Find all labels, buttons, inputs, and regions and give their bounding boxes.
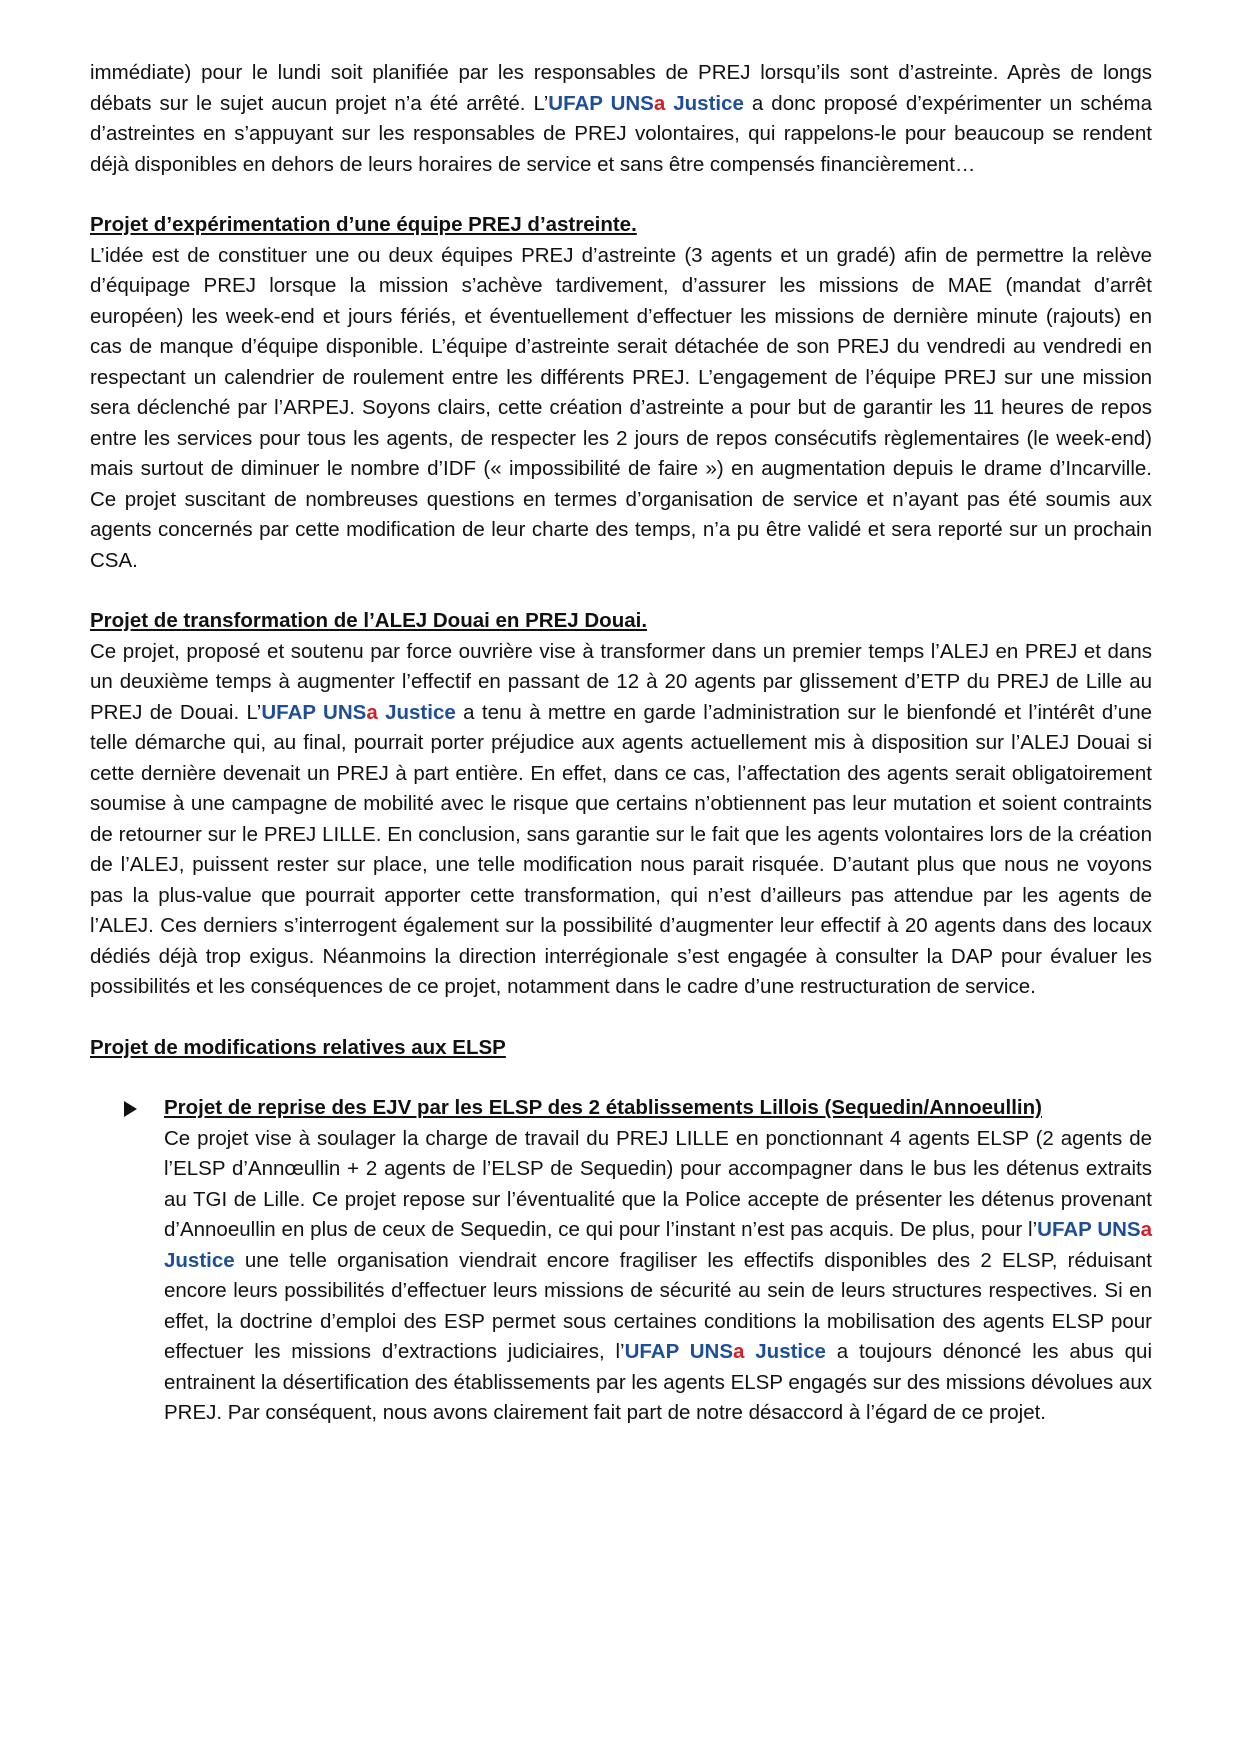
section-body-alej-douai: Ce projet, proposé et soutenu par force ouvrière vise à transformer dans un premier temps l’ALEJ en PREJ et dans un deuxième temps à augmenter l’effectif en passant de 12 à 20 agents par glissement d’ETP du PREJ de Lille au PREJ de Douai. L’UFAP UNSa Justice a tenu à mettre en garde l’administration sur le bienfondé et l’intérêt d’une telle démarche qui, au final, pourrait porter préjudice aux agents actuellement mis à disposition sur l’ALEJ Douai si cette dernière devenait un PREJ à part entière. En effet, dans ce cas, l’affectation des agents serait obligatoirement soumise à une campagne de mobilité avec le risque que certains n’obtiennent pas leur mutation et soient contraints de retourner sur le PREJ LILLE. En conclusion, sans garantie sur le fait que les agents volontaires lors de la création de l’ALEJ, puissent rester sur place, une telle modification nous parait risquée. D’autant plus que nous ne voyons pas la plus-value que pourrait apporter cette transformation, qui n’est d’ailleurs pas attendue par les agents de l’ALEJ. Ces derniers s’interrogent également sur la possibilité d’augmenter leur effectif à 20 agents dans des locaux dédiés déjà trop exigus. Néanmoins la direction interrégionale s’est engagée à consulter la DAP pour évaluer les possibilités et les conséquences de ce projet, notamment dans le cadre d’une restructuration de service. xyxy=(90,639,1152,998)
intro-paragraph: immédiate) pour le lundi soit planifiée par les responsables de PREJ lorsqu’ils sont d’astreinte. Après de longs débats sur le sujet aucun projet n’a été arrêté. L’UFAP UNSa Justice a donc proposé d’expérimenter un schéma d’astreintes en s’appuyant sur les responsables de PREJ volontaires, qui rappelons-le pour beaucoup se rendent déjà disponibles en dehors de leurs horaires de service et sans être compensés financièrement… xyxy=(90,61,1152,176)
section-heading-astreinte: Projet d’expérimentation d’une équipe PREJ d’astreinte. xyxy=(90,213,637,236)
section-heading-alej-douai: Projet de transformation de l’ALEJ Douai en PREJ Douai. xyxy=(90,609,648,632)
bullet-body-ejv: Ce projet vise à soulager la charge de travail du PREJ LILLE en ponctionnant 4 agents ELSP (2 agents de l’ELSP d’Annœullin + 2 agents de l’ELSP de Sequedin) pour accompagner dans le bus les détenus extraits au TGI de Lille. Ce projet repose sur l’éventualité que la Police accepte de présenter les détenus provenant d’Annoeullin en plus de ceux de Sequedin, ce qui pour l’instant n’est pas acquis. De plus, pour l’UFAP UNSa Justice une telle organisation viendrait encore fragiliser les effectifs disponibles des 2 ELSP, réduisant encore leurs possibilités d’effectuer leurs missions de sécurité au sein de leurs structures respectives. Si en effet, la doctrine d’emploi des ESP permet sous certaines conditions la mobilisation des agents ELSP pour effectuer les missions d’extractions judiciaires, l’UFAP UNSa Justice a toujours dénoncé les abus qui entrainent la désertification des établissements par les agents ELSP engagés sur des missions dévolues aux PREJ. Par conséquent, nous avons clairement fait part de notre désaccord à l’égard de ce projet. xyxy=(164,1126,1153,1424)
section-heading-elsp: Projet de modifications relatives aux ELSP xyxy=(90,1035,506,1059)
bullet-item-ejv xyxy=(124,1093,1152,1429)
arrow-bullet-icon xyxy=(124,1101,137,1117)
brand-name: UFAP UNSa Justice xyxy=(261,700,456,724)
brand-name: UFAP UNSa Justice xyxy=(624,1340,826,1363)
brand-name: UFAP UNSa Justice xyxy=(548,91,744,115)
bullet-heading-ejv: Projet de reprise des EJV par les ELSP des 2 établissements Lillois (Sequedin/Annoeullin) xyxy=(164,1096,1042,1119)
brand-name: UFAP UNSa Justice xyxy=(164,1218,1153,1272)
document-page xyxy=(90,58,1152,1429)
section-body-astreinte: L’idée est de constituer une ou deux équipes PREJ d’astreinte (3 agents et un gradé) afin de permettre la relève d’équipage PREJ lorsque la mission s’achève tardivement, d’assurer les missions de MAE (mandat d’arrêt européen) les week-end et jours fériés, et éventuellement d’effectuer les missions de dernière minute (rajouts) en cas de manque d’équipe disponible. L’équipe d’astreinte serait détachée de son PREJ du vendredi au vendredi en respectant un calendrier de roulement entre les différents PREJ. L’engagement de l’équipe PREJ sur une mission sera déclenché par l’ARPEJ. Soyons clairs, cette création d’astreinte a pour but de garantir les 11 heures de repos entre les services pour tous les agents, de respecter les 2 jours de repos consécutifs règlementaires (le week-end) mais surtout de diminuer le nombre d’IDF (« impossibilité de faire ») en augmentation depuis le drame d’Incarville. Ce projet suscitant de nombreuses questions en termes d’organisation de service et n’ayant pas été soumis aux agents concernés par cette modification de leur charte des temps, n’a pu être validé et sera reporté sur un prochain CSA. xyxy=(90,243,1152,572)
